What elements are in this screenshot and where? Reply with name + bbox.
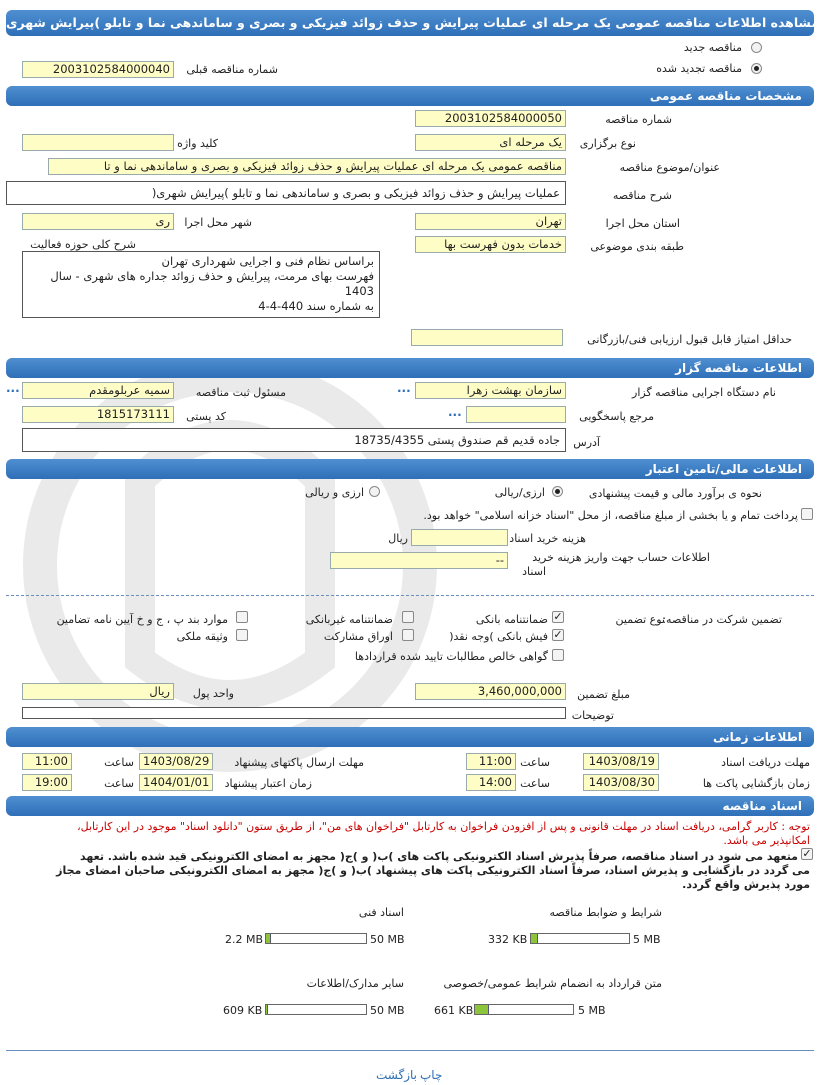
clause-guarantee-checkbox[interactable] (236, 611, 248, 623)
file-technical-progress (265, 933, 367, 944)
send-label: مهلت ارسال پاکتهای پیشنهاد (234, 756, 364, 769)
valid-time-label: ساعت (104, 777, 134, 790)
subject-label: عنوان/موضوع مناقصه (619, 161, 720, 174)
account-label-2: اسناد (522, 565, 546, 578)
commitment-checkbox[interactable]: ✓ (802, 847, 812, 860)
doc-cost-unit: ریال (388, 532, 408, 545)
currency-and-rial-label: ارزی و ریالی (305, 486, 364, 499)
file-technical-title: اسناد فنی (358, 906, 404, 919)
property-checkbox[interactable] (236, 629, 248, 641)
send-date-field: 1403/08/29 (139, 753, 213, 770)
tender-number-field: 2003102584000050 (415, 110, 566, 127)
treasury-text: پرداخت تمام و یا بخشی از مبلغ مناقصه، از محل "اسناد خزانه اسلامی" خواهد بود. (423, 509, 798, 522)
file-other-progress (265, 1004, 367, 1015)
commitment-line-3: مورد پذیرش واقع گردد. (682, 878, 810, 891)
file-conditions-progress (530, 933, 630, 944)
commitment-line-2: می گردد در بازگشایی و پذیرش اسناد، صرفاً اسناد الکترونیکی پاکت های پیشنهاد )ب( و )ج( مجهز به امضای الکترونیکی صاحبان امضای مجاز (56, 864, 810, 877)
file-other-used: 609 KB (223, 1004, 263, 1017)
scope-line-3: به شماره سند 440-4-4 (258, 299, 374, 313)
tender-number-label: شماره مناقصه (605, 113, 672, 126)
city-label: شهر محل اجرا (184, 216, 252, 229)
tender-type-field: یک مرحله ای (415, 134, 566, 151)
organizer-name-label: نام دستگاه اجرایی مناقصه گزار (632, 386, 776, 399)
send-time-field: 11:00 (22, 753, 72, 770)
file-other-title: سایر مدارک/اطلاعات (306, 977, 404, 990)
organizer-name-field: سازمان بهشت زهرا (415, 382, 566, 399)
account-field: -- (330, 552, 508, 569)
receive-time-field: 11:00 (466, 753, 516, 770)
previous-number-field: 2003102584000040 (22, 61, 174, 78)
file-conditions-title: شرایط و ضوابط مناقصه (549, 906, 662, 919)
guarantee-amount-field: 3,460,000,000 (415, 683, 566, 700)
keyword-field (22, 134, 174, 151)
treasury-checkbox[interactable] (801, 508, 813, 520)
file-technical-progress-fill (266, 934, 271, 943)
guarantee-type-label: نوع تضمین (615, 613, 665, 626)
city-field: ری (22, 213, 174, 230)
commitment-line-1: متعهد می شود در اسناد مناقصه، صرفاً پذیرش اسناد الکترونیکی پاکت های )ب( و )ج( مجهز به امضای الکترونیکی قید شده باشد. تعهد (80, 850, 798, 863)
valid-date-field: 1404/01/01 (139, 774, 213, 791)
account-label-1: اطلاعات حساب جهت واریز هزینه خرید (532, 551, 710, 564)
scope-line-2: فهرست بهای مرمت، پیرایش و حذف زوائد جداره های شهری - سال 1403 (50, 269, 374, 298)
radio-renewed-tender[interactable] (751, 63, 762, 74)
clause-guarantee-label: موارد بند پ ، ج و خ آیین نامه تضامین (56, 613, 228, 626)
province-field: تهران (415, 213, 566, 230)
guarantee-label: تضمین شرکت در مناقصه: (662, 613, 782, 626)
radio-new-tender[interactable] (751, 42, 762, 53)
tender-type-label: نوع برگزاری (579, 137, 636, 150)
send-time-label: ساعت (104, 756, 134, 769)
page-title: مشاهده اطلاعات مناقصه عمومی یک مرحله ای عملیات پیرایش و حذف زوائد فیزیکی و بصری و ساماندهی نما و تابلو )پیرایش شهری( (6, 10, 814, 36)
bank-guarantee-checkbox[interactable]: ✓ (553, 610, 563, 623)
category-field: خدمات بدون فهرست بها (415, 236, 566, 253)
registrar-more-button[interactable]: ... (6, 381, 20, 395)
file-other-max: 50 MB (370, 1004, 405, 1017)
notes-label: توضیحات (571, 709, 614, 722)
subject-field: مناقصه عمومی یک مرحله ای عملیات پیرایش و حذف زوائد فیزیکی و بصری و ساماندهی نما و تا (48, 158, 566, 175)
file-conditions-used: 332 KB (488, 933, 528, 946)
valid-label: زمان اعتبار پیشنهاد (224, 777, 312, 790)
nonbank-guarantee-checkbox[interactable] (402, 611, 414, 623)
section-documents-header: اسناد مناقصه (6, 796, 814, 816)
open-label: زمان بازگشایی پاکت ها (702, 777, 810, 790)
footer-divider (6, 1050, 814, 1051)
claims-label: گواهی خالص مطالبات تایید شده قراردادها (354, 650, 548, 663)
estimate-label: نحوه ی برآورد مالی و قیمت پیشنهادی (588, 487, 762, 500)
new-tender-label: مناقصه جدید (683, 41, 742, 54)
scope-line-1: براساس نظام فنی و اجرایی شهرداری تهران (161, 254, 374, 268)
keyword-label: کلید واژه (177, 137, 218, 150)
file-technical-used: 2.2 MB (225, 933, 264, 946)
currency-field: ریال (22, 683, 174, 700)
download-notice-line-1: توجه : کاربر گرامی، دریافت اسناد در مهلت قانونی و پس از افزودن فراخوان به کارتابل "فراخوان های من"، از طریق ستون "دانلود اسناد" موجود در این کارتابل، (77, 820, 810, 833)
open-date-field: 1403/08/30 (583, 774, 659, 791)
claims-checkbox[interactable] (552, 649, 564, 661)
section-timing-header: اطلاعات زمانی (6, 727, 814, 747)
bonds-checkbox[interactable] (402, 629, 414, 641)
property-label: وثیقه ملکی (176, 630, 228, 643)
section-organizer-header: اطلاعات مناقصه گزار (6, 358, 814, 378)
nonbank-guarantee-label: ضمانتنامه غیربانکی (305, 613, 393, 626)
postal-label: کد پستی (186, 410, 226, 423)
print-link[interactable]: چاپ (420, 1068, 443, 1082)
file-contract-max: 5 MB (578, 1004, 606, 1017)
scope-label: شرح کلی حوزه فعالیت (30, 238, 136, 251)
check-guarantee-label: فیش بانکی )وجه نقد( (449, 630, 548, 643)
doc-cost-label: هزینه خرید اسناد (509, 532, 586, 545)
organizer-more-button[interactable]: ... (397, 381, 411, 395)
address-label: آدرس (573, 436, 600, 449)
responder-field (466, 406, 566, 423)
section-general-header: مشخصات مناقصه عمومی (6, 86, 814, 106)
radio-currency-rial[interactable] (552, 486, 563, 497)
responder-more-button[interactable]: ... (448, 405, 462, 419)
currency-rial-label: ارزی/ریالی (494, 486, 545, 499)
notes-box (22, 707, 566, 719)
file-contract-progress-fill (475, 1005, 489, 1014)
currency-label: واحد پول (192, 687, 234, 700)
check-guarantee-checkbox[interactable]: ✓ (553, 628, 563, 641)
description-box: عملیات پیرایش و حذف زوائد فیزیکی و بصری و ساماندهی نما و تابلو )پیرایش شهری( (6, 181, 566, 205)
province-label: استان محل اجرا (605, 217, 680, 230)
doc-cost-field (411, 529, 508, 546)
registrar-label: مسئول ثبت مناقصه (195, 386, 286, 399)
address-box: جاده قدیم قم صندوق پستی 18735/4355 (22, 428, 566, 452)
renewed-tender-label: مناقصه تجدید شده (656, 62, 742, 75)
file-technical-max: 50 MB (370, 933, 405, 946)
receive-label: مهلت دریافت اسناد (721, 756, 810, 769)
scope-box (22, 251, 380, 318)
description-label: شرح مناقصه (612, 189, 672, 202)
responder-label: مرجع پاسخگویی (579, 410, 654, 423)
min-score-label: حداقل امتیاز قابل قبول ارزیابی فنی/بازرگانی (587, 333, 792, 346)
postal-field: 1815173111 (22, 406, 174, 423)
bank-guarantee-label: ضمانتنامه بانکی (475, 613, 548, 626)
download-notice-line-2: امکانپذیر می باشد. (723, 834, 810, 847)
financial-divider (6, 595, 814, 596)
open-time-label: ساعت (520, 777, 550, 790)
file-other-progress-fill (266, 1005, 268, 1014)
guarantee-amount-label: مبلغ تضمین (577, 688, 630, 701)
file-contract-progress (474, 1004, 574, 1015)
file-contract-title: متن قرارداد به انضمام شرایط عمومی/خصوصی (443, 977, 662, 990)
file-conditions-progress-fill (531, 934, 538, 943)
previous-number-label: شماره مناقصه قبلی (186, 63, 278, 76)
section-financial-header: اطلاعات مالی/تامین اعتبار (6, 459, 814, 479)
file-contract-used: 661 KB (434, 1004, 474, 1017)
bonds-label: اوراق مشارکت (323, 630, 393, 643)
open-time-field: 14:00 (466, 774, 516, 791)
receive-date-field: 1403/08/19 (583, 753, 659, 770)
radio-currency-and-rial[interactable] (369, 486, 380, 497)
receive-time-label: ساعت (520, 756, 550, 769)
valid-time-field: 19:00 (22, 774, 72, 791)
back-link[interactable]: بازگشت (376, 1068, 417, 1082)
file-conditions-max: 5 MB (633, 933, 661, 946)
registrar-field: سمیه عربلومقدم (22, 382, 174, 399)
min-score-field (411, 329, 563, 346)
category-label: طبقه بندی موضوعی (590, 240, 684, 253)
